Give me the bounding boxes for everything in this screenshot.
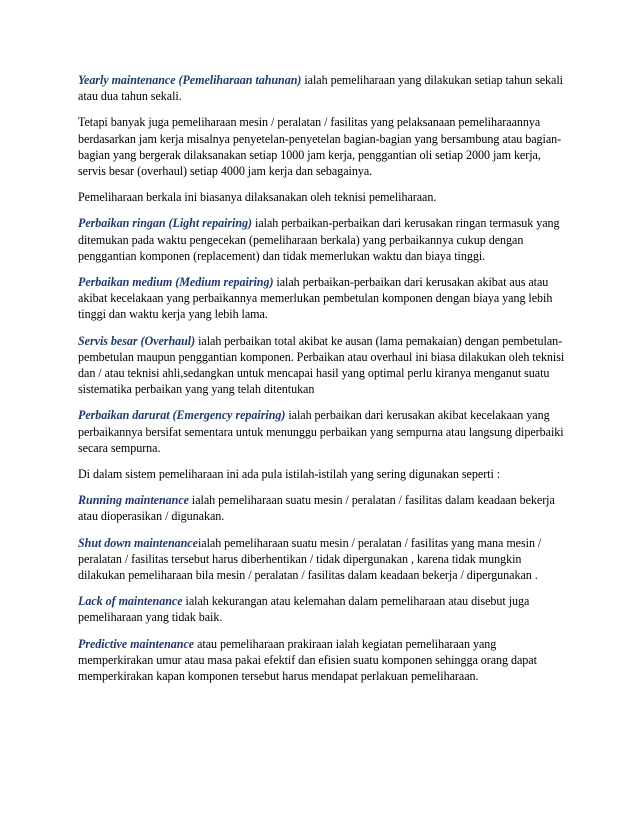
body-text-hour-based: Tetapi banyak juga pemeliharaan mesin / peralatan / fasilitas yang pelaksanaan pemeliharaannya berdasarkan jam kerja misalnya penyetelan-penyetelan bagian-bagian yang bersambung atau bagian-bagian yang bergerak dilaksanakan setiap 1000 jam kerja, penggantian oli setiap 2000 jam kerja, servis besar (overhaul) setiap 4000 jam kerja dan sebagainya. (78, 115, 562, 179)
definition-running-maintenance: ialah pemeliharaan suatu mesin / peralatan / fasilitas dalam keadaan bekerja atau dioperasikan / digunakan. (78, 493, 555, 524)
paragraph-predictive-maintenance (78, 636, 568, 685)
paragraph-running-maintenance (78, 492, 568, 524)
paragraph-lack-of-maintenance (78, 593, 568, 625)
definition-shut-down-maintenance: ialah pemeliharaan suatu mesin / peralatan / fasilitas yang mana mesin / peralatan / fasilitas tersebut harus diberhentikan / tidak dipergunakan , karena tidak mungkin dilakukan pemeliharaan bila mesin / peralatan / fasilitas dalam keadaan bekerja / dipergunakan . (78, 535, 542, 583)
paragraph-periodic-technician (78, 189, 568, 205)
definition-overhaul: ialah perbaikan total akibat ke ausan (lama pemakaian) dengan pembetulan-pembetulan maupun penggantian komponen. Perbaikan atau overhaul ini biasa dilakukan oleh teknisi dan / atau teknisi ahli,sedangkan untuk mencapai hasil yang optimal perlu kiranya menganut suatu sistematika perbaikan yang yang telah ditentukan (78, 333, 565, 397)
definition-light-repairing: ialah perbaikan-perbaikan dari kerusakan ringan termasuk yang ditemukan pada waktu pengecekan (pemeliharaan berkala) yang perbaikannya cukup dengan penggantian komponen (replacement) dan tidak memerlukan waktu dan biaya tinggi. (78, 216, 560, 263)
body-text-periodic: Pemeliharaan berkala ini biasanya dilaksanakan oleh teknisi pemeliharaan. (78, 190, 437, 205)
term-predictive-maintenance: Predictive maintenance (78, 636, 195, 651)
paragraph-yearly-maintenance (78, 72, 568, 104)
body-text-terms-intro: Di dalam sistem pemeliharaan ini ada pula istilah-istilah yang sering digunakan seperti : (78, 467, 501, 482)
term-emergency-repairing: Perbaikan darurat (Emergency repairing) (78, 408, 286, 423)
definition-predictive-maintenance: atau pemeliharaan prakiraan ialah kegiatan pemeliharaan yang memperkirakan umur atau masa pakai efektif dan efisien suatu komponen sehingga orang dapat memperkirakan kapan komponen tersebut harus mendapat perlakuan pemeliharaan. (78, 636, 537, 684)
paragraph-emergency-repairing (78, 407, 568, 456)
term-running-maintenance: Running maintenance (78, 493, 189, 508)
paragraph-shut-down-maintenance (78, 535, 568, 584)
paragraph-medium-repairing (78, 274, 568, 323)
term-shut-down-maintenance: Shut down maintenance (78, 535, 198, 550)
paragraph-light-repairing (78, 215, 568, 264)
term-lack-of-maintenance: Lack of maintenance (78, 594, 183, 609)
definition-medium-repairing: ialah perbaikan-perbaikan dari kerusakan akibat aus atau akibat kecelakaan yang perbaikannya memerlukan pembetulan komponen dengan biaya yang lebih tinggi dan waktu kerja yang lebih lama. (78, 275, 553, 322)
document-page (78, 72, 568, 694)
paragraph-terms-intro (78, 466, 568, 482)
definition-lack-of-maintenance: ialah kekurangan atau kelemahan dalam pemeliharaan atau disebut juga pemeliharaan yang tidak baik. (78, 594, 530, 625)
term-light-repairing: Perbaikan ringan (Light repairing) (78, 216, 253, 231)
term-medium-repairing: Perbaikan medium (Medium repairing) (78, 275, 274, 290)
paragraph-overhaul (78, 333, 568, 398)
term-yearly-maintenance: Yearly maintenance (Pemeliharaan tahunan) (78, 73, 302, 87)
term-overhaul: Servis besar (Overhaul) (78, 333, 196, 348)
definition-yearly-maintenance: ialah pemeliharaan yang dilakukan setiap tahun sekali atau dua tahun sekali. (78, 73, 563, 104)
paragraph-hour-based-maintenance (78, 114, 568, 179)
definition-emergency-repairing: ialah perbaikan dari kerusakan akibat kecelakaan yang perbaikannya bersifat sementara untuk menunggu perbaikan yang sempurna atau langsung diperbaiki secara sempurna. (78, 408, 564, 455)
